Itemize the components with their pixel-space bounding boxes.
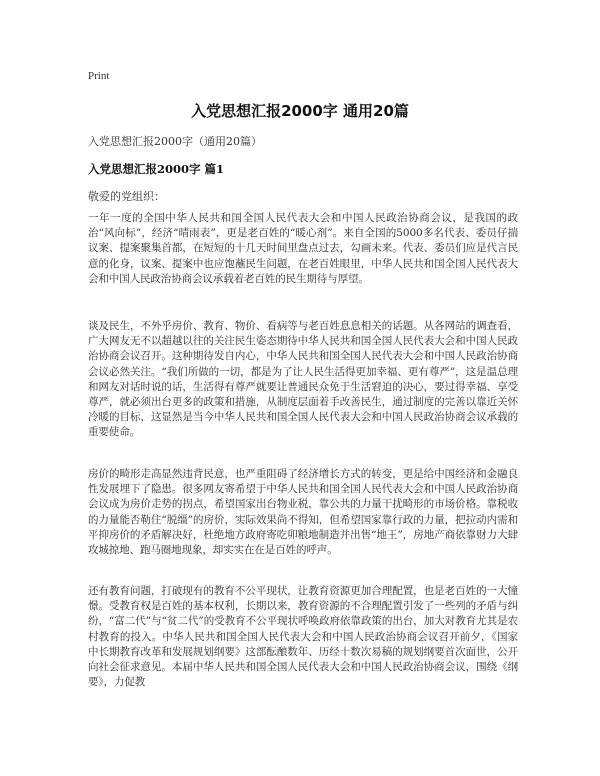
- body-paragraph-2: 谈及民生，不外乎房价、教育、物价、看病等与老百姓息息相关的话题。从各网站的调查看，广大网友无不以超越以往的关注民生姿态期待中华人民共和国全国人民代表大会和中国人民政治协商会议召开。这种期待发自内心，中华人民共和国全国人民代表大会和中国人民政治协商会议必然关注。“我们所做的一切，都是为了让人民生活得更加幸福、更有尊严”，这是温总理和网友对话时说的话，生活得有尊严就要让普通民众免于生活窘迫的决心，要过得幸福、享受尊严，就必须出台更多的政策和措施，从制度层面着手改善民生，通过制度的完善以靠近关怀冷暖的目标，这显然是当今中华人民共和国全国人民代表大会和中国人民政治协商会议承载的重要使命。: [88, 320, 518, 439]
- page-title: 入党思想汇报2000字 通用20篇: [191, 102, 409, 120]
- greeting-line: 敬爱的党组织：: [88, 190, 165, 203]
- body-paragraph-4: 还有教育问题，打破现有的教育不公平现状，让教育资源更加合理配置，也是老百姓的一大憧憬。受教育权是百姓的基本权利，长期以来，教育资源的不合理配置引发了一些列的矛盾与纠纷，“富二代”与“贫二代”的受教育不公平现状呼唤政府依靠政策的出台，加大对教育尤其是农村教育的投入。中华人民共和国全国人民代表大会和中国人民政治协商会议召开前夕，《国家中长期教育改革和发展规划纲要》这部酝酿数年、历经十数次易稿的规划纲要首次面世，公开向社会征求意见。本届中华人民共和国全国人民代表大会和中国人民政治协商会议，围绕《纲要》，力促教: [88, 585, 518, 689]
- body-paragraph-3: 房价的畸形走高显然违背民意，也严重阻碍了经济增长方式的转变，更是给中国经济和金融良性发展埋下了隐患。很多网友寄希望于中华人民共和国全国人民代表大会和中国人民政治协商会议成为房价走势的拐点，希望国家出台物业税，靠公共的力量干扰畸形的市场价格。靠税收的力量能否勒住“脱缰”的房价，实际效果尚不得知，但希望国家靠行政的力量，把拉动内需和平抑房价的矛盾解决好，杜绝地方政府寄吃卯粮地制造并出售“地王”，房地产商依靠财力大肆攻城掠地、跑马圈地现象，却实实在在是百姓的呼声。: [88, 468, 518, 557]
- document-subtitle: 入党思想汇报2000字（通用20篇）: [88, 135, 262, 148]
- section-heading: 入党思想汇报2000字 篇1: [88, 162, 225, 176]
- body-paragraph-1: 一年一度的全国中华人民共和国全国人民代表大会和中国人民政治协商会议，是我国的政治“风向标”，经济“晴雨表”，更是老百姓的“暖心剂”。来自全国的5000多名代表、委员仔揣议案、提案聚集首都，在短短的十几天时间里盘点过去，勾画未来。代表、委员们应是代言民意的化身，议案、提案中也应饱蘸民生问题，在老百姓眼里，中华人民共和国全国人民代表大会和中国人民政治协商会议承载着老百姓的民生期待与厚望。: [88, 212, 518, 285]
- print-link[interactable]: Print: [88, 70, 110, 82]
